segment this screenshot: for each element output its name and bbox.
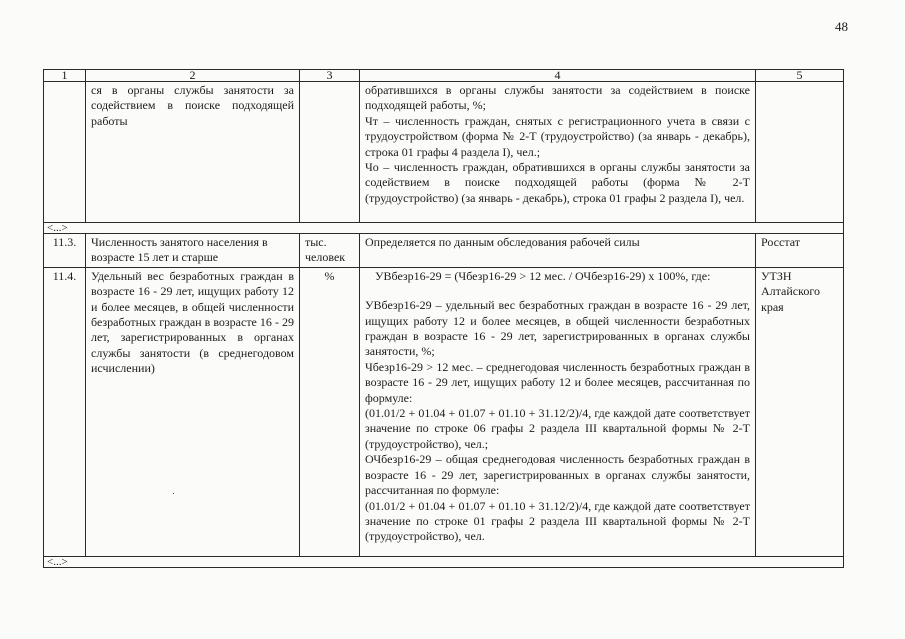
ellipsis-text: <...>: [44, 223, 844, 234]
cell-num: [44, 82, 86, 223]
header-col-5: 5: [756, 70, 844, 82]
row-number: 11.4.: [44, 267, 86, 556]
scan-speck: [173, 493, 174, 494]
header-col-2: 2: [86, 70, 300, 82]
method-paragraph: (01.01/2 + 01.04 + 01.07 + 01.10 + 31.12/2)/4, где каждой дате соответствует значение по строке 06 графы 2 раздела III квартальной формы № 2-Т (трудоустройство), чел.;: [365, 406, 750, 451]
method-paragraph: (01.01/2 + 01.04 + 01.07 + 01.10 + 31.12/2)/4, где каждой дате соответствует значение по строке 01 графы 2 раздела III квартальной формы № 2-Т (трудоустройство), чел.: [365, 498, 750, 544]
indicators-table: [43, 69, 844, 568]
ellipsis-row: [44, 223, 844, 234]
cell-method: [360, 82, 756, 223]
spacer: [365, 284, 750, 298]
indicator-unit: тыс. человек: [300, 234, 360, 268]
indicator-name: Численность занятого населения в возрасте 15 лет и старше: [86, 234, 300, 268]
cell-source: [756, 82, 844, 223]
formula-line: УВбезр16-29 = (Чбезр16-29 > 12 мес. / ОЧбезр16-29) х 100%, где:: [375, 268, 711, 283]
method-paragraph: Чт – численность граждан, снятых с регистрационного учета в связи с трудоустройством (форма № 2-Т (трудоустройство) (за январь - декабрь), строка 01 графы 4 раздела I), чел.;: [365, 113, 750, 159]
method-paragraph: Чбезр16-29 > 12 мес. – среднегодовая численность безработных граждан в возрасте 16 - 29 лет, ищущих работу 12 и более месяцев, рассчитанная по формуле:: [365, 359, 750, 405]
header-col-3: 3: [300, 70, 360, 82]
header-col-4: 4: [360, 70, 756, 82]
method-paragraph: ОЧбезр16-29 – общая среднегодовая численность безработных граждан в возрасте 16 - 29 лет, зарегистрированных в органах службы занятости, рассчитанная по формуле:: [365, 452, 750, 498]
indicator-name: Удельный вес безработных граждан в возрасте 16 - 29 лет, ищущих работу 12 и более месяцев, в общей численности безработных граждан в возрасте 16 - 29 лет, зарегистрированных в органах службы занятости (в среднегодовом исчислении): [86, 267, 300, 556]
page-number: 48: [835, 19, 848, 34]
indicator-method: Определяется по данным обследования рабочей силы: [360, 234, 756, 268]
table-row-continued: [44, 82, 844, 223]
header-col-1: 1: [44, 70, 86, 82]
table-row-11-3: [44, 234, 844, 268]
method-paragraph: Чо – численность граждан, обратившихся в органы службы занятости за содействием в поиске подходящей работы (форма № 2-Т (трудоустройство) (за январь - декабрь), строка 01 графы 2 раздела I), чел.: [365, 160, 750, 205]
indicator-source: УТЗН Алтайского края: [756, 267, 844, 556]
row-number: 11.3.: [44, 234, 86, 268]
cell-indicator-name: ся в органы службы занятости за содействием в поиске подходящей работы: [86, 82, 300, 223]
ellipsis-text: <...>: [44, 556, 844, 567]
indicator-unit: %: [300, 267, 360, 556]
table-row-11-4: [44, 267, 844, 556]
cell-unit: [300, 82, 360, 223]
method-paragraph: УВбезр16-29 – удельный вес безработных граждан в возрасте 16 - 29 лет, ищущих работу 12 и более месяцев, в общей численности безработных граждан в возрасте 16 - 29 лет, зарегистрированных в органах службы занятости, %;: [365, 298, 750, 359]
ellipsis-row: [44, 556, 844, 567]
indicator-source: Росстат: [756, 234, 844, 268]
table-header-row: [44, 70, 844, 82]
indicator-method: [360, 267, 756, 556]
method-paragraph: обратившихся в органы службы занятости за содействием в поиске подходящей работы, %;: [365, 83, 750, 113]
